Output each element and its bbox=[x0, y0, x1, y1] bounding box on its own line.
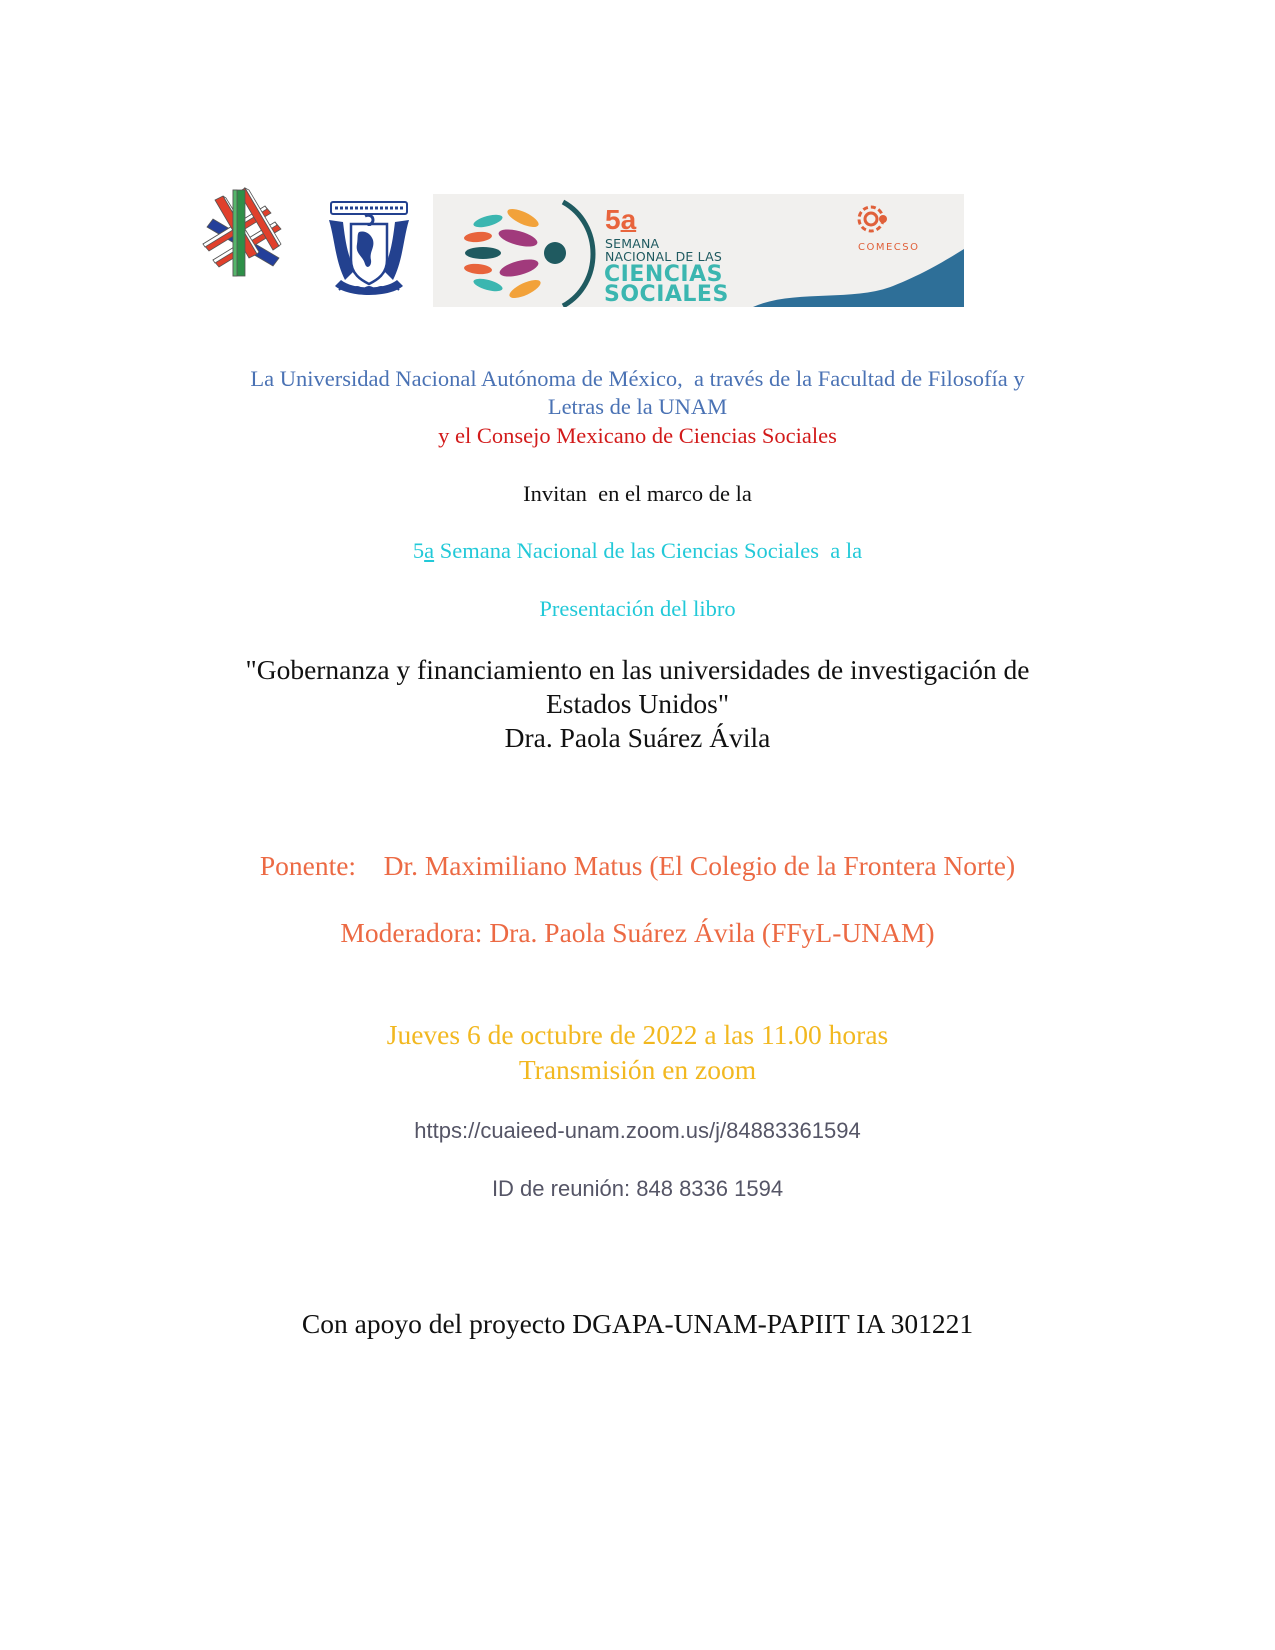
semana-ciencias-sociales-banner bbox=[433, 194, 964, 307]
banner-line-sociales: SOCIALES bbox=[604, 282, 729, 307]
book-author: Dra. Paola Suárez Ávila bbox=[504, 722, 771, 753]
transmission-medium: Transmisión en zoom bbox=[518, 1054, 757, 1085]
book-title-line-2: Estados Unidos" bbox=[545, 688, 730, 719]
meeting-id: ID de reunión: 848 8336 1594 bbox=[491, 1176, 784, 1201]
invite-text: Invitan en el marco de la bbox=[523, 481, 752, 506]
banner-edition: 5a bbox=[605, 204, 637, 235]
event-date: Jueves 6 de octubre de 2022 a las 11.00 horas bbox=[386, 1019, 889, 1050]
intro-line-1: La Universidad Nacional Autónoma de México, a través de la Facultad de Filosofía y bbox=[250, 366, 1025, 391]
intro-line-3: y el Consejo Mexicano de Ciencias Sociales bbox=[438, 423, 837, 448]
support-note: Con apoyo del proyecto DGAPA-UNAM-PAPIIT IA 301221 bbox=[301, 1308, 974, 1339]
moderator: Moderadora: Dra. Paola Suárez Ávila (FFyL-UNAM) bbox=[340, 917, 935, 948]
zoom-link[interactable]: https://cuaieed-unam.zoom.us/j/84883361594 bbox=[414, 1118, 861, 1143]
banner-line-nacional: NACIONAL DE LAS bbox=[605, 249, 723, 264]
comecso-star-logo bbox=[193, 182, 291, 280]
speaker: Ponente: Dr. Maximiliano Matus (El Colegio de la Frontera Norte) bbox=[259, 850, 1016, 881]
banner-line-ciencias: CIENCIAS bbox=[604, 262, 723, 287]
presentation-label: Presentación del libro bbox=[539, 596, 736, 621]
banner-line-semana: SEMANA bbox=[605, 236, 660, 251]
book-title-line-1: "Gobernanza y financiamiento en las universidades de investigación de bbox=[245, 654, 1030, 685]
intro-line-2: Letras de la UNAM bbox=[547, 394, 728, 419]
banner-org-label: COMECSO bbox=[858, 242, 920, 253]
unam-shield-logo bbox=[325, 200, 413, 300]
event-name: 5a Semana Nacional de las Ciencias Sociales a la bbox=[412, 538, 863, 563]
